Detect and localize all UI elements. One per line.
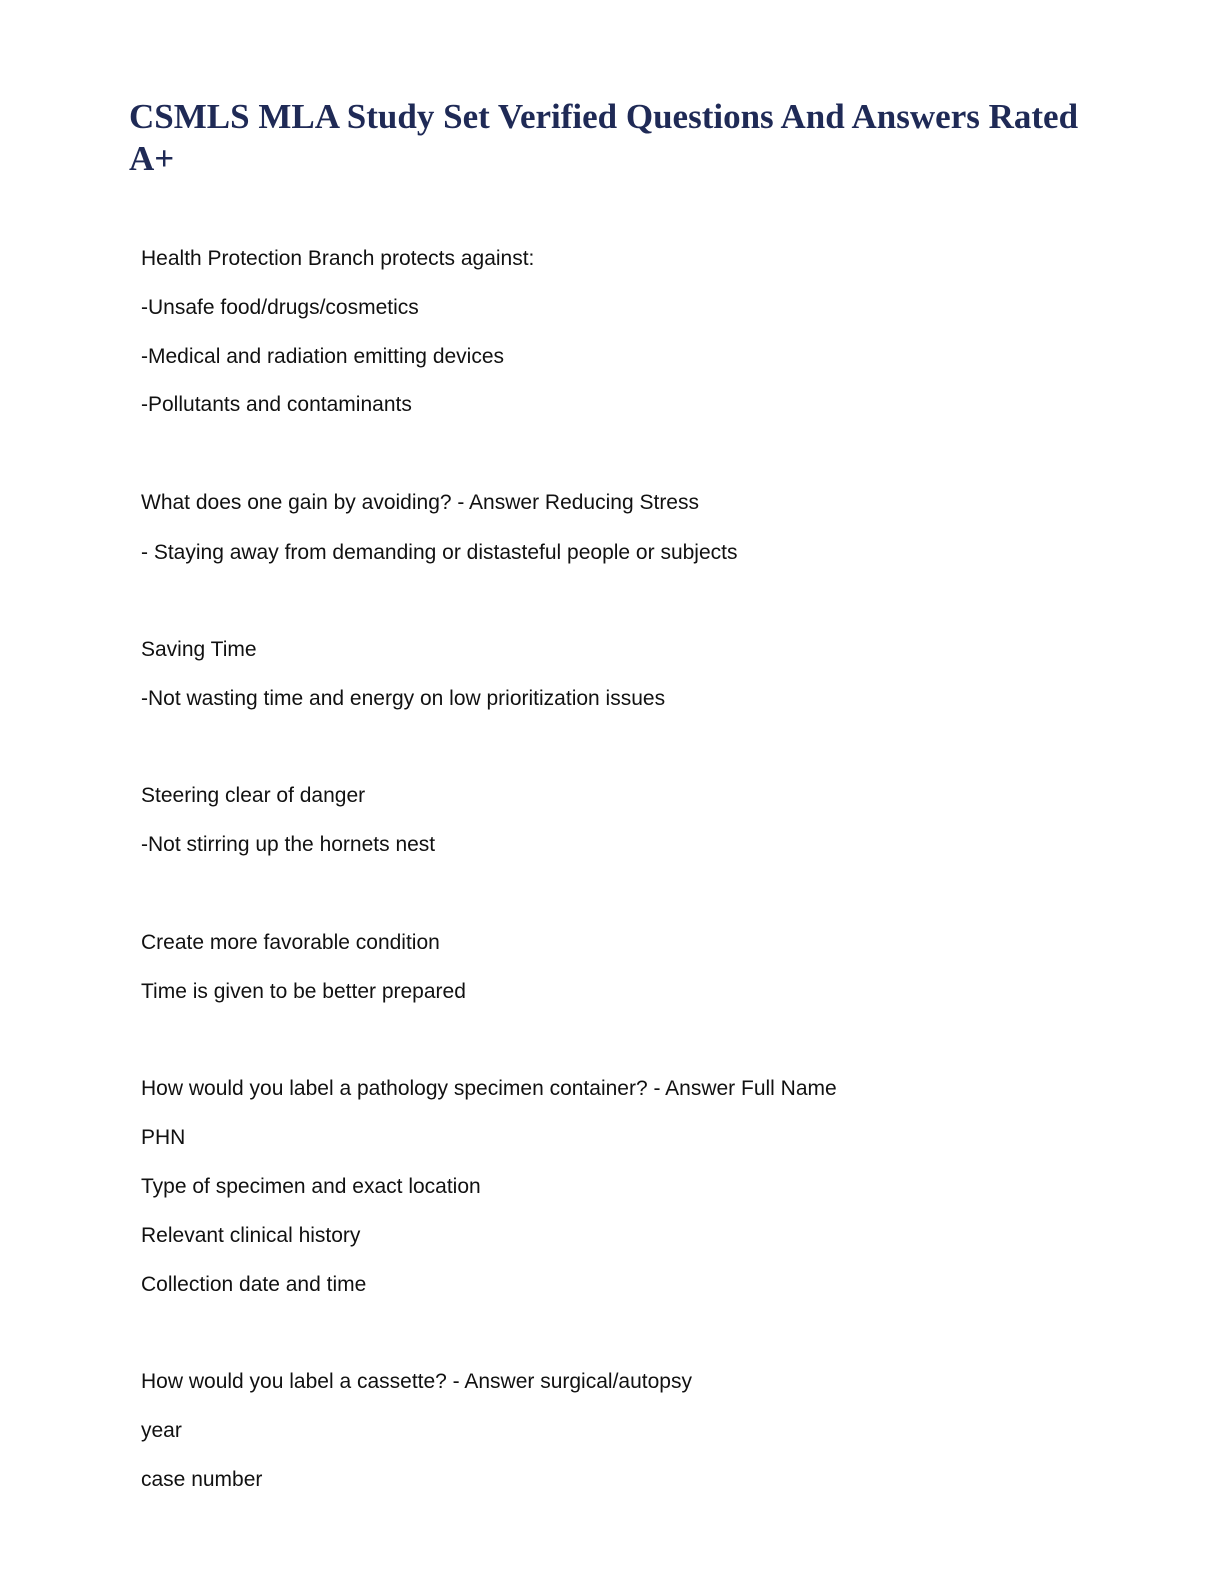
text-line: Saving Time <box>141 638 257 661</box>
text-line: -Unsafe food/drugs/cosmetics <box>141 296 419 319</box>
text-line: -Not wasting time and energy on low prioritization issues <box>141 687 666 710</box>
document-title: CSMLS MLA Study Set Verified Questions And Answers Rated A+ <box>129 97 1079 178</box>
text-line: Relevant clinical history <box>141 1224 361 1247</box>
text-line: Time is given to be better prepared <box>141 980 466 1003</box>
text-line: PHN <box>141 1126 186 1149</box>
text-line: year <box>141 1419 182 1442</box>
text-line: case number <box>141 1468 263 1491</box>
text-line: -Not stirring up the hornets nest <box>141 833 436 856</box>
text-line: - Staying away from demanding or distasteful people or subjects <box>141 541 738 564</box>
text-line: Collection date and time <box>141 1273 367 1296</box>
text-line: How would you label a pathology specimen container? - Answer Full Name <box>141 1077 837 1100</box>
text-line: What does one gain by avoiding? - Answer Reducing Stress <box>141 491 699 514</box>
text-line: Create more favorable condition <box>141 931 440 954</box>
text-line: -Pollutants and contaminants <box>141 393 412 416</box>
text-line: Health Protection Branch protects against: <box>141 247 535 270</box>
text-line: Type of specimen and exact location <box>141 1175 481 1198</box>
text-line: -Medical and radiation emitting devices <box>141 345 505 368</box>
text-line: How would you label a cassette? - Answer surgical/autopsy <box>141 1370 692 1393</box>
text-line: Steering clear of danger <box>141 784 366 807</box>
